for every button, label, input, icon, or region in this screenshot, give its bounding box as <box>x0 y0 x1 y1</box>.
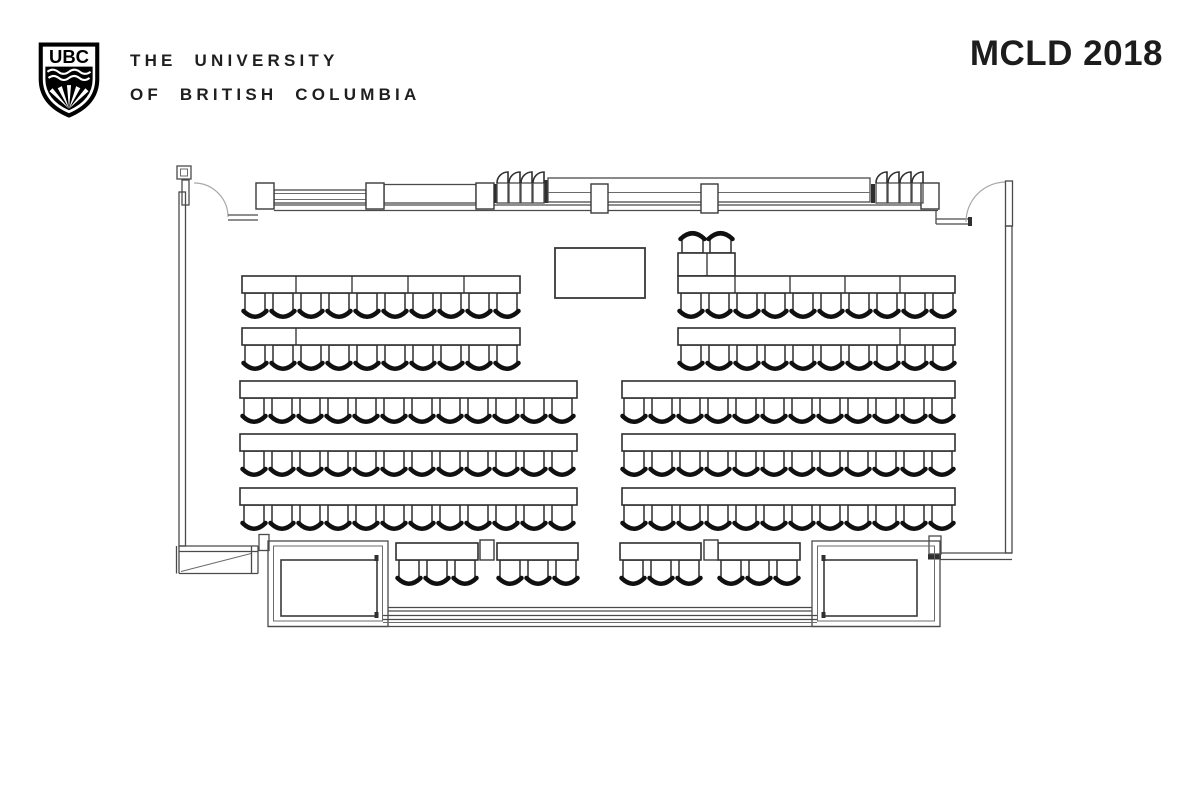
table-front-right-a <box>620 543 701 560</box>
room-code-label: MCLD 2018 <box>969 34 1163 73</box>
post <box>480 540 494 560</box>
alcove-right <box>812 541 940 627</box>
instructor-station <box>555 248 645 298</box>
ramp-bottom-left <box>177 546 259 574</box>
crest-letters: UBC <box>48 46 90 68</box>
column <box>256 183 274 209</box>
folding-panels-left <box>497 172 544 203</box>
alcove-left <box>268 541 388 627</box>
door-swing-top-left <box>194 183 228 217</box>
column <box>366 183 384 209</box>
door-leaf-top-right <box>1006 181 1013 226</box>
door-swing-top-right <box>966 182 1006 222</box>
table-front-left-b <box>497 543 578 560</box>
university-name-line1: THE UNIVERSITY <box>130 51 339 70</box>
table-left-row-4 <box>240 434 577 451</box>
column <box>591 184 608 213</box>
table-left-row-1 <box>242 276 520 293</box>
table-front-right-b <box>718 543 800 560</box>
column <box>921 183 939 209</box>
table-left-row-5 <box>240 488 577 505</box>
column <box>701 184 718 213</box>
table-right-row-2 <box>678 328 955 345</box>
university-name-line2: OF BRITISH COLUMBIA <box>130 85 421 104</box>
column <box>476 183 494 209</box>
table-front-left-a <box>396 543 478 560</box>
table-right-row-3 <box>622 381 955 398</box>
table-left-row-2 <box>242 328 520 345</box>
table-left-row-3 <box>240 381 577 398</box>
window-band <box>274 190 366 203</box>
table-right-row-5 <box>622 488 955 505</box>
board-band <box>384 185 476 204</box>
folding-panels-right <box>876 172 923 203</box>
post <box>704 540 718 560</box>
table-right-row-1 <box>678 276 955 293</box>
table-right-row-4 <box>622 434 955 451</box>
furniture-layer <box>240 233 955 584</box>
wall-cap <box>177 166 191 179</box>
